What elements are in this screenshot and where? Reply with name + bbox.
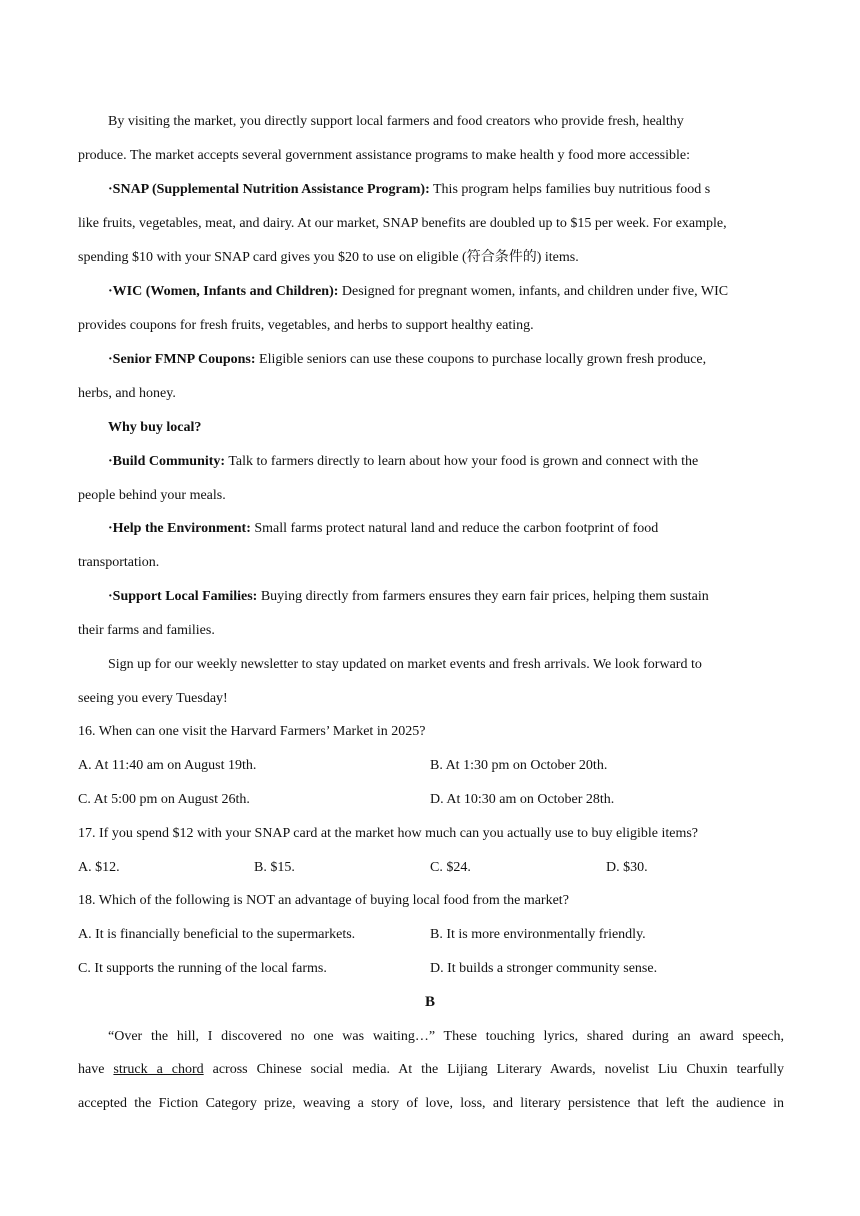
community-text: Talk to farmers directly to learn about how your food is grown and connect with the — [225, 454, 699, 469]
question-16-option-a[interactable]: A. At 11:40 am on August 19th. — [78, 758, 257, 773]
passage-b-line-2: have struck a chord across Chinese social media. At the Lijiang Literary Awards, novelist Liu Chuxin tearfully — [78, 1062, 784, 1077]
passage-b-line-1: “Over the hill, I discovered no one was waiting…” These touching lyrics, shared during an award speech, — [108, 1029, 784, 1044]
families-bullet-line-1 — [108, 587, 784, 607]
question-18-stem: 18. Which of the following is NOT an advantage of buying local food from the market? — [78, 893, 569, 908]
signup-line-2: seeing you every Tuesday! — [78, 691, 228, 706]
environment-term: ·Help the Environment: — [108, 521, 251, 536]
wic-term: ·WIC (Women, Infants and Children): — [108, 284, 339, 299]
question-17-stem: 17. If you spend $12 with your SNAP card at the market how much can you actually use to buy eligible items? — [78, 826, 699, 841]
wic-bullet-line-2: provides coupons for fresh fruits, vegetables, and herbs to support healthy eating. — [78, 318, 534, 333]
wic-text: Designed for pregnant women, infants, and children under five, WIC — [338, 284, 729, 299]
families-bullet-line-2: their farms and families. — [78, 623, 215, 638]
question-17-option-c[interactable]: C. $24. — [430, 860, 471, 875]
question-16-stem: 16. When can one visit the Harvard Farmers’ Market in 2025? — [78, 724, 426, 739]
snap-bullet-line-2: like fruits, vegetables, meat, and dairy. At our market, SNAP benefits are doubled up to $15 per week. For example, — [78, 216, 727, 231]
paragraph-intro-line-1: By visiting the market, you directly support local farmers and food creators who provide fresh, healthy — [108, 114, 684, 129]
underlined-phrase: struck a chord — [113, 1062, 204, 1077]
families-text: Buying directly from farmers ensures they earn fair prices, helping them sustain — [257, 589, 709, 604]
question-16-option-b[interactable]: B. At 1:30 pm on October 20th. — [430, 758, 608, 773]
passage-b-heading: B — [424, 994, 435, 1010]
paragraph-intro-line-2: produce. The market accepts several government assistance programs to make health y food more accessible: — [78, 148, 691, 163]
question-16-option-c[interactable]: C. At 5:00 pm on August 26th. — [78, 792, 250, 807]
community-bullet-line-1 — [108, 452, 784, 472]
question-18-option-d[interactable]: D. It builds a stronger community sense. — [430, 961, 658, 976]
families-term: ·Support Local Families: — [108, 589, 258, 604]
senior-text: Eligible seniors can use these coupons to purchase locally grown fresh produce, — [255, 352, 707, 367]
signup-line-1: Sign up for our weekly newsletter to stay updated on market events and fresh arrivals. We look forward to — [108, 657, 702, 672]
question-18-option-c[interactable]: C. It supports the running of the local farms. — [78, 961, 327, 976]
question-16-option-d[interactable]: D. At 10:30 am on October 28th. — [430, 792, 615, 807]
passage-b-line-3: accepted the Fiction Category prize, weaving a story of love, loss, and literary persistence that left the audience in — [78, 1096, 784, 1111]
question-18-option-b[interactable]: B. It is more environmentally friendly. — [430, 927, 646, 942]
senior-term: ·Senior FMNP Coupons: — [108, 352, 256, 367]
environment-bullet-line-1 — [108, 519, 784, 539]
snap-term: ·SNAP (Supplemental Nutrition Assistance Program): — [108, 182, 430, 197]
wic-bullet-line-1 — [108, 282, 784, 302]
question-17-option-d[interactable]: D. $30. — [606, 860, 648, 875]
environment-bullet-line-2: transportation. — [78, 555, 160, 570]
why-buy-local-heading: Why buy local? — [108, 420, 202, 435]
environment-text: Small farms protect natural land and reduce the carbon footprint of food — [250, 521, 659, 536]
community-bullet-line-2: people behind your meals. — [78, 488, 226, 503]
question-17-option-a[interactable]: A. $12. — [78, 860, 120, 875]
senior-bullet-line-1 — [108, 350, 784, 370]
snap-text: This program helps families buy nutritious food s — [429, 182, 711, 197]
snap-bullet-line-1 — [108, 180, 784, 200]
community-term: ·Build Community: — [108, 454, 226, 469]
snap-bullet-line-3: spending $10 with your SNAP card gives you $20 to use on eligible (符合条件的) items. — [78, 250, 579, 265]
question-17-option-b[interactable]: B. $15. — [254, 860, 295, 875]
senior-bullet-line-2: herbs, and honey. — [78, 386, 176, 401]
question-18-option-a[interactable]: A. It is financially beneficial to the supermarkets. — [78, 927, 356, 942]
